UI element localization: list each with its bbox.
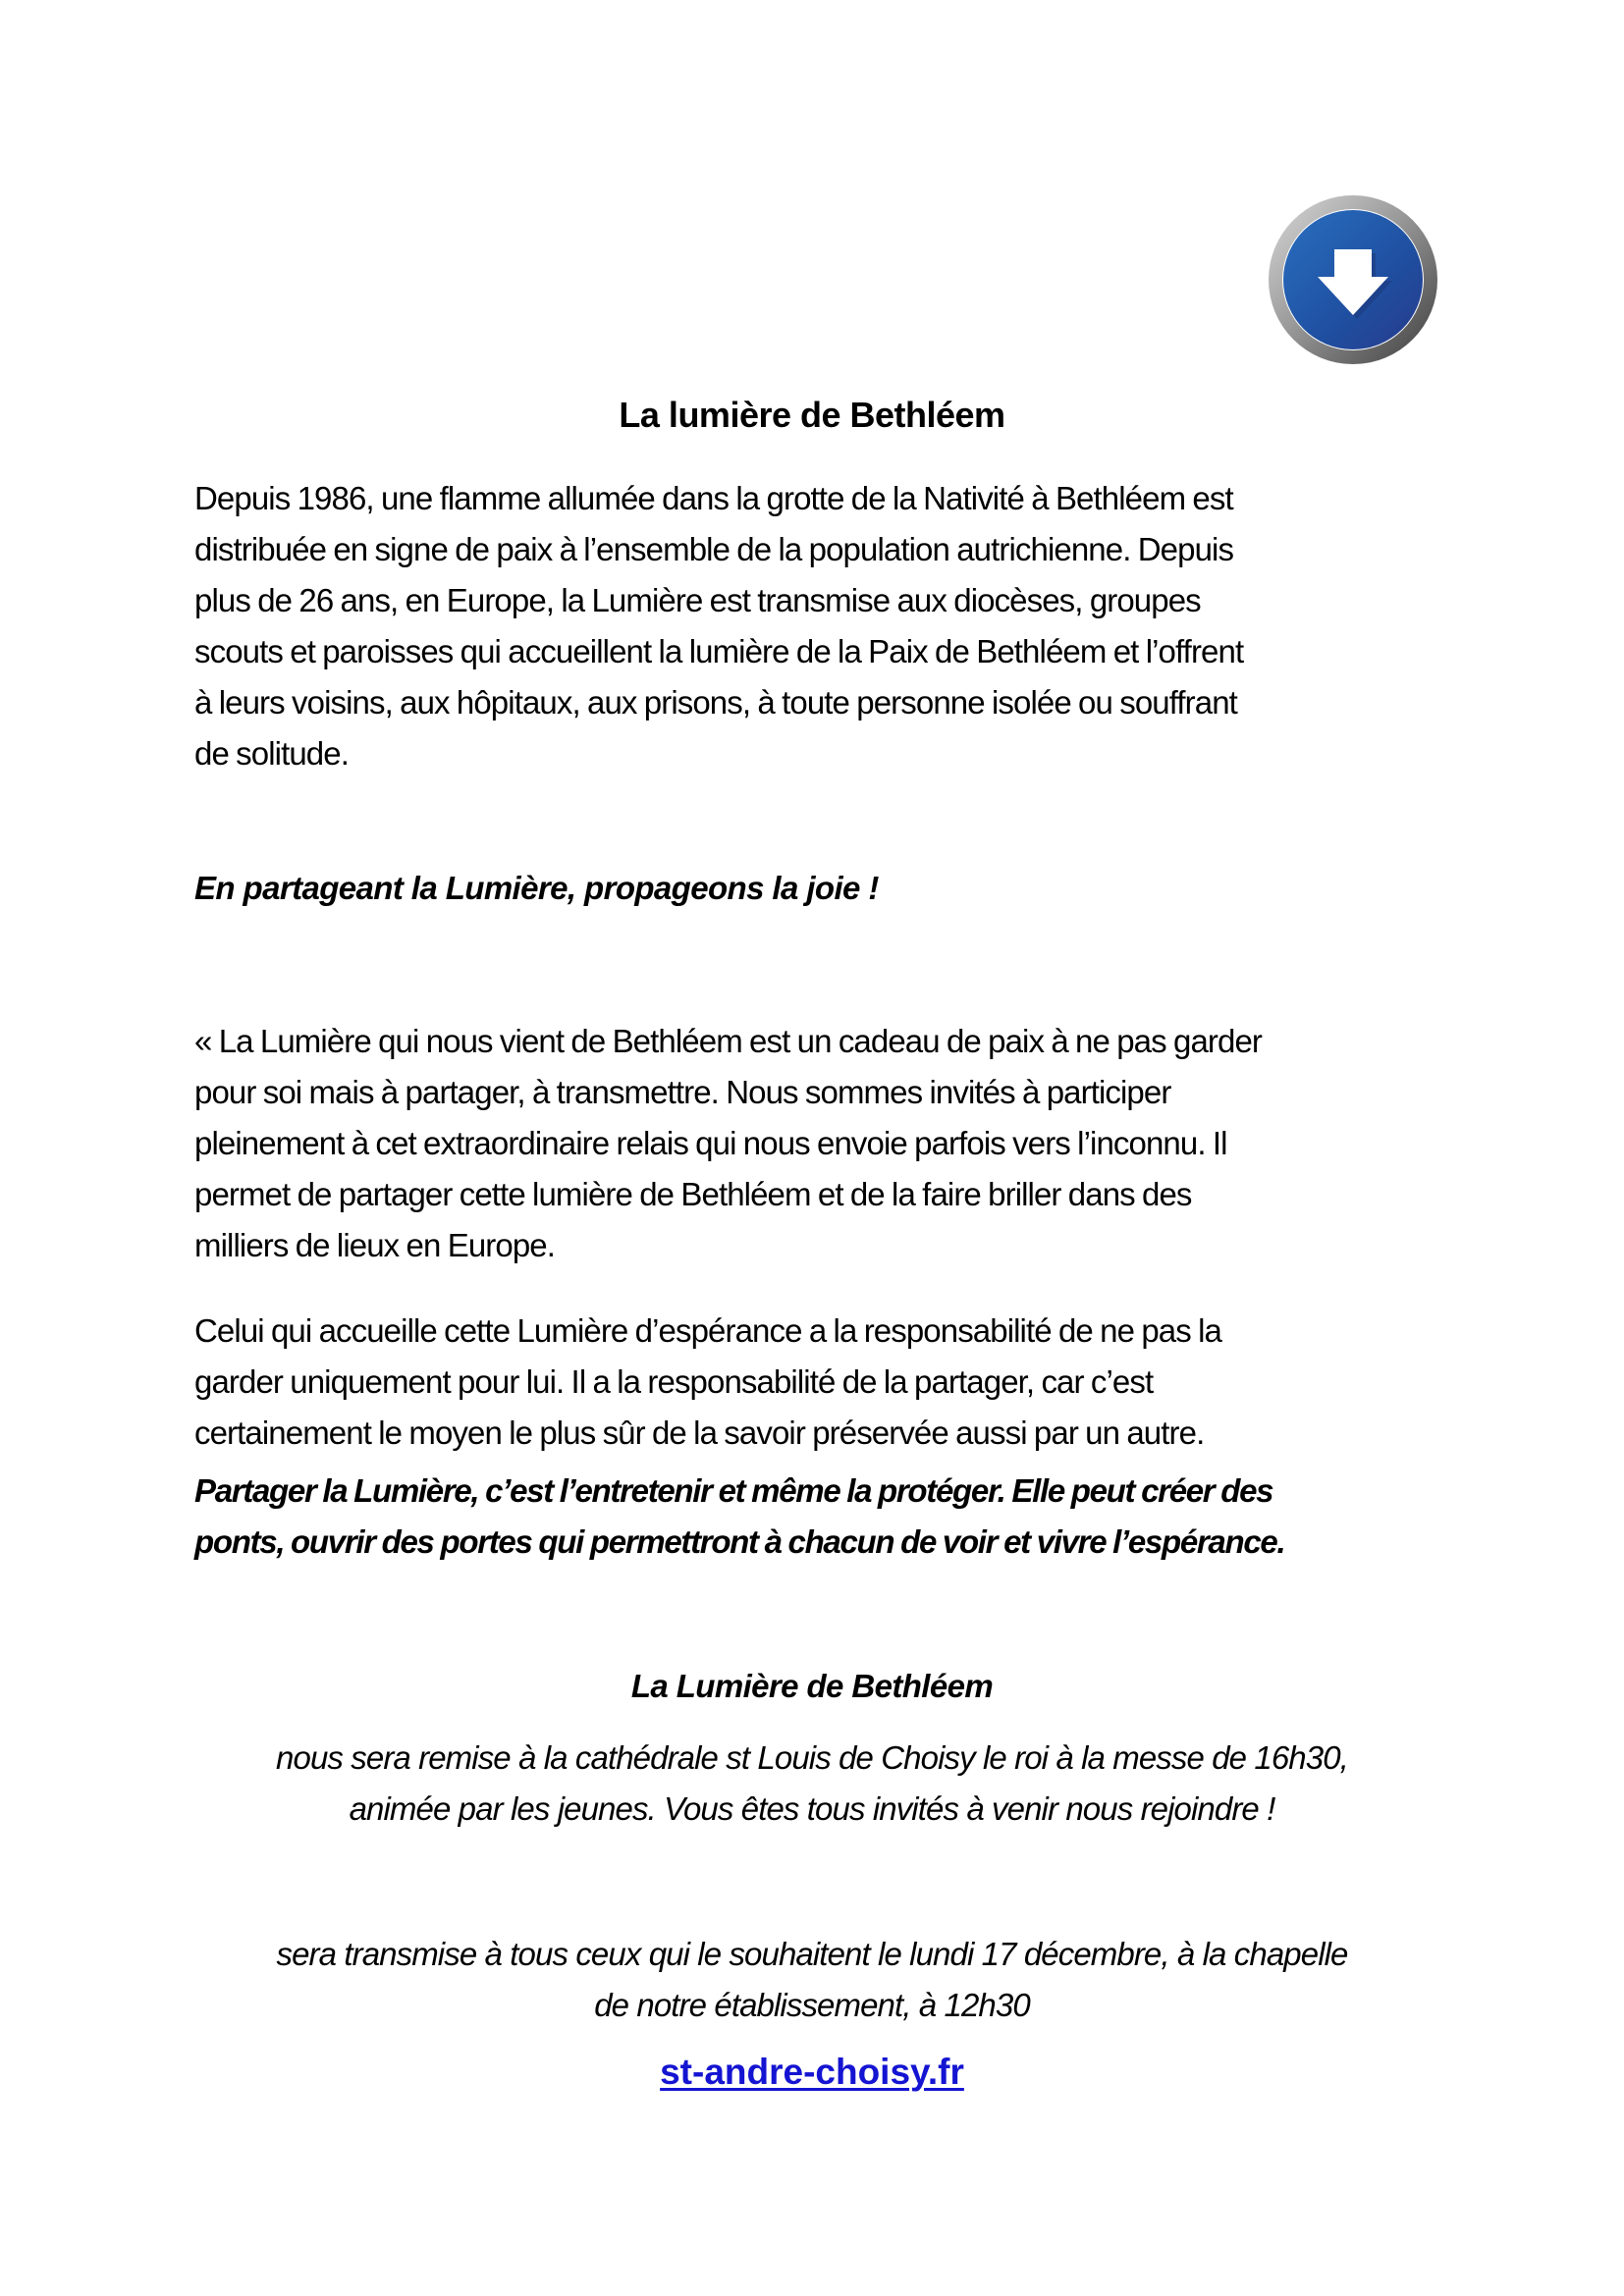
- paragraph-line: scouts et paroisses qui accueillent la lumière de la Paix de Bethléem et l’offrent: [194, 633, 1244, 669]
- paragraph-line: milliers de lieux en Europe.: [194, 1227, 555, 1263]
- paragraph-line: permet de partager cette lumière de Bethléem et de la faire briller dans des: [194, 1176, 1192, 1212]
- event-line: sera transmise à tous ceux qui le souhaitent le lundi 17 décembre, à la chapelle: [276, 1936, 1348, 1972]
- website-link-container: [0, 2052, 1624, 2093]
- paragraph-line: certainement le moyen le plus sûr de la savoir préservée aussi par un autre.: [194, 1415, 1205, 1451]
- motto-heading: En partageant la Lumière, propageons la joie !: [194, 870, 879, 906]
- emphasis-paragraph: [194, 1466, 1441, 1568]
- paragraph-line: plus de 26 ans, en Europe, la Lumière est transmise aux diocèses, groupes: [194, 582, 1201, 618]
- quote-paragraph: [194, 1016, 1441, 1271]
- paragraph-line: à leurs voisins, aux hôpitaux, aux prisons, à toute personne isolée ou souffrant: [194, 684, 1237, 721]
- cathedral-event-text: [0, 1733, 1624, 1835]
- page-title: La lumière de Bethléem: [619, 395, 1005, 435]
- paragraph-line: « La Lumière qui nous vient de Bethléem est un cadeau de paix à ne pas garder: [194, 1023, 1262, 1059]
- download-arrow-icon[interactable]: [1267, 193, 1439, 366]
- announcement-subtitle: La Lumière de Bethléem: [630, 1668, 994, 1704]
- intro-paragraph: [194, 473, 1441, 779]
- paragraph-line: de solitude.: [194, 735, 349, 772]
- paragraph-line: Partager la Lumière, c’est l’entretenir et même la protéger. Elle peut créer des: [194, 1472, 1273, 1509]
- paragraph-line: ponts, ouvrir des portes qui permettront à chacun de voir et vivre l’espérance.: [194, 1523, 1285, 1560]
- responsibility-paragraph: [194, 1306, 1441, 1459]
- paragraph-line: pour soi mais à partager, à transmettre. Nous sommes invités à participer: [194, 1074, 1171, 1110]
- website-link[interactable]: st-andre-choisy.fr: [660, 2052, 964, 2092]
- paragraph-line: Depuis 1986, une flamme allumée dans la grotte de la Nativité à Bethléem est: [194, 480, 1233, 516]
- paragraph-line: distribuée en signe de paix à l’ensemble de la population autrichienne. Depuis: [194, 531, 1234, 567]
- event-line: de notre établissement, à 12h30: [594, 1987, 1030, 2023]
- event-line: nous sera remise à la cathédrale st Louis de Choisy le roi à la messe de 16h30,: [276, 1739, 1348, 1776]
- paragraph-line: garder uniquement pour lui. Il a la responsabilité de la partager, car c’est: [194, 1363, 1154, 1400]
- paragraph-line: Celui qui accueille cette Lumière d’espérance a la responsabilité de ne pas la: [194, 1312, 1221, 1349]
- download-arrow-graphic: [1267, 193, 1439, 366]
- chapel-event-text: [0, 1929, 1624, 2031]
- paragraph-line: pleinement à cet extraordinaire relais qui nous envoie parfois vers l’inconnu. Il: [194, 1125, 1227, 1161]
- event-line: animée par les jeunes. Vous êtes tous invités à venir nous rejoindre !: [349, 1790, 1275, 1827]
